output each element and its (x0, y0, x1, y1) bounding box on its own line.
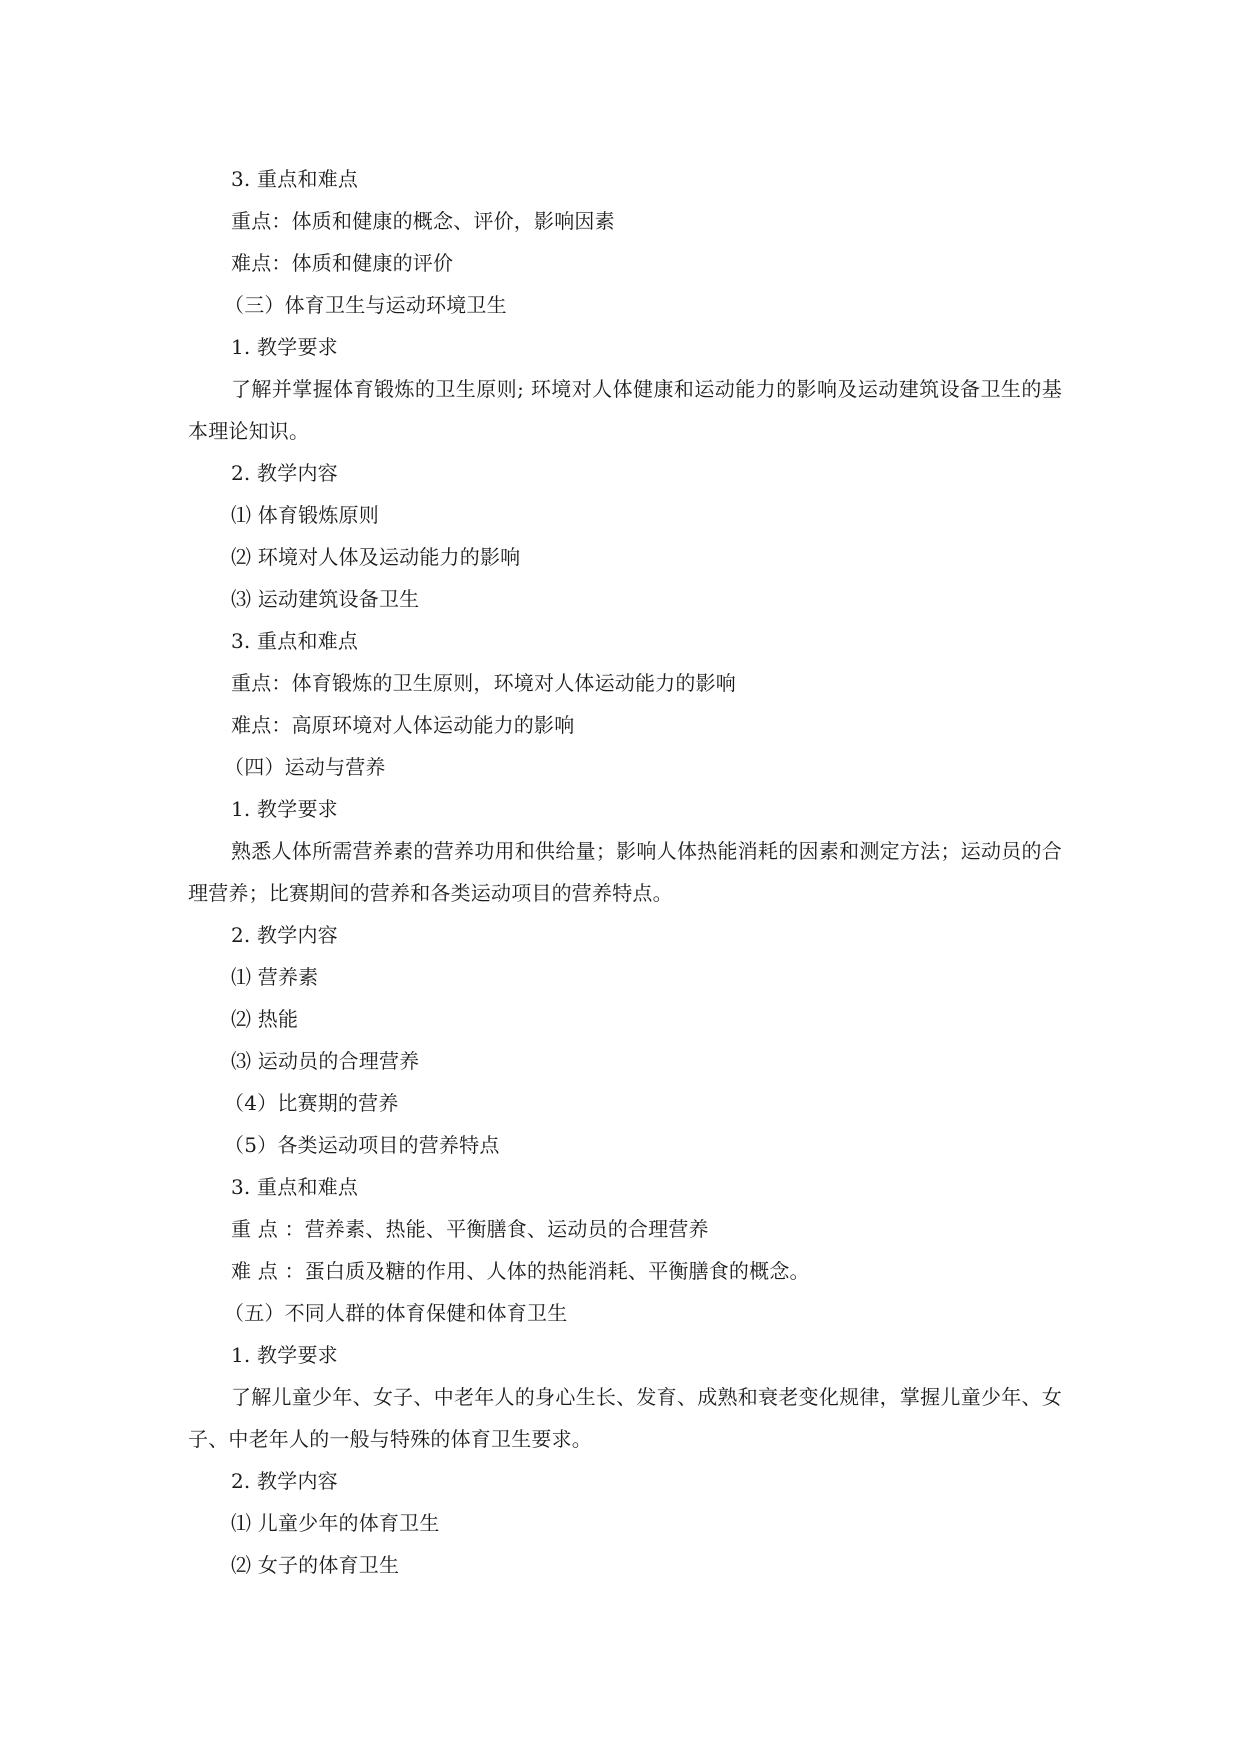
difficult-points: 难 点 ：蛋白质及糖的作用、人体的热能消耗、平衡膳食的概念。 (231, 1259, 810, 1283)
section-heading: 2. 教学内容 (231, 461, 338, 485)
section-heading: 1. 教学要求 (231, 1343, 338, 1367)
paragraph: 了解儿童少年、女子、中老年人的身心生长、发育、成熟和衰老变化规律，掌握儿童少年、女子、中老年人的一般与特殊的体育卫生要求。 (188, 1385, 1062, 1451)
difficult-points: 难点：体质和健康的评价 (231, 251, 454, 275)
paragraph: 熟悉人体所需营养素的营养功用和供给量；影响人体热能消耗的因素和测定方法；运动员的合理营养；比赛期间的营养和各类运动项目的营养特点。 (188, 839, 1062, 905)
list-item: ⑶ 运动建筑设备卫生 (231, 587, 420, 611)
list-item: ⑶ 运动员的合理营养 (231, 1049, 420, 1073)
list-item: ⑵ 女子的体育卫生 (231, 1553, 400, 1577)
section-heading: 3. 重点和难点 (231, 167, 359, 191)
section-heading: 3. 重点和难点 (231, 1175, 359, 1199)
section-heading: 1. 教学要求 (231, 335, 338, 359)
document-page (188, 158, 1062, 1586)
section-heading: 3. 重点和难点 (231, 629, 359, 653)
key-points: 重 点 ：营养素、热能、平衡膳食、运动员的合理营养 (231, 1217, 709, 1241)
list-item: ⑴ 营养素 (231, 965, 319, 989)
list-item: ⑵ 热能 (231, 1007, 299, 1031)
chapter-heading: （四）运动与营养 (224, 755, 386, 779)
chapter-heading: （五）不同人群的体育保健和体育卫生 (224, 1301, 568, 1325)
key-points: 重点：体质和健康的概念、评价，影响因素 (231, 209, 615, 233)
key-points: 重点：体育锻炼的卫生原则，环境对人体运动能力的影响 (231, 671, 736, 695)
list-item: （4）比赛期的营养 (224, 1091, 399, 1115)
list-item: （5）各类运动项目的营养特点 (224, 1133, 500, 1157)
section-heading: 1. 教学要求 (231, 797, 338, 821)
section-heading: 2. 教学内容 (231, 923, 338, 947)
list-item: ⑴ 体育锻炼原则 (231, 503, 379, 527)
difficult-points: 难点：高原环境对人体运动能力的影响 (231, 713, 575, 737)
chapter-heading: （三）体育卫生与运动环境卫生 (224, 293, 507, 317)
paragraph: 了解并掌握体育锻炼的卫生原则; 环境对人体健康和运动能力的影响及运动建筑设备卫生的基本理论知识。 (188, 377, 1062, 443)
list-item: ⑴ 儿童少年的体育卫生 (231, 1511, 440, 1535)
section-heading: 2. 教学内容 (231, 1469, 338, 1493)
list-item: ⑵ 环境对人体及运动能力的影响 (231, 545, 521, 569)
